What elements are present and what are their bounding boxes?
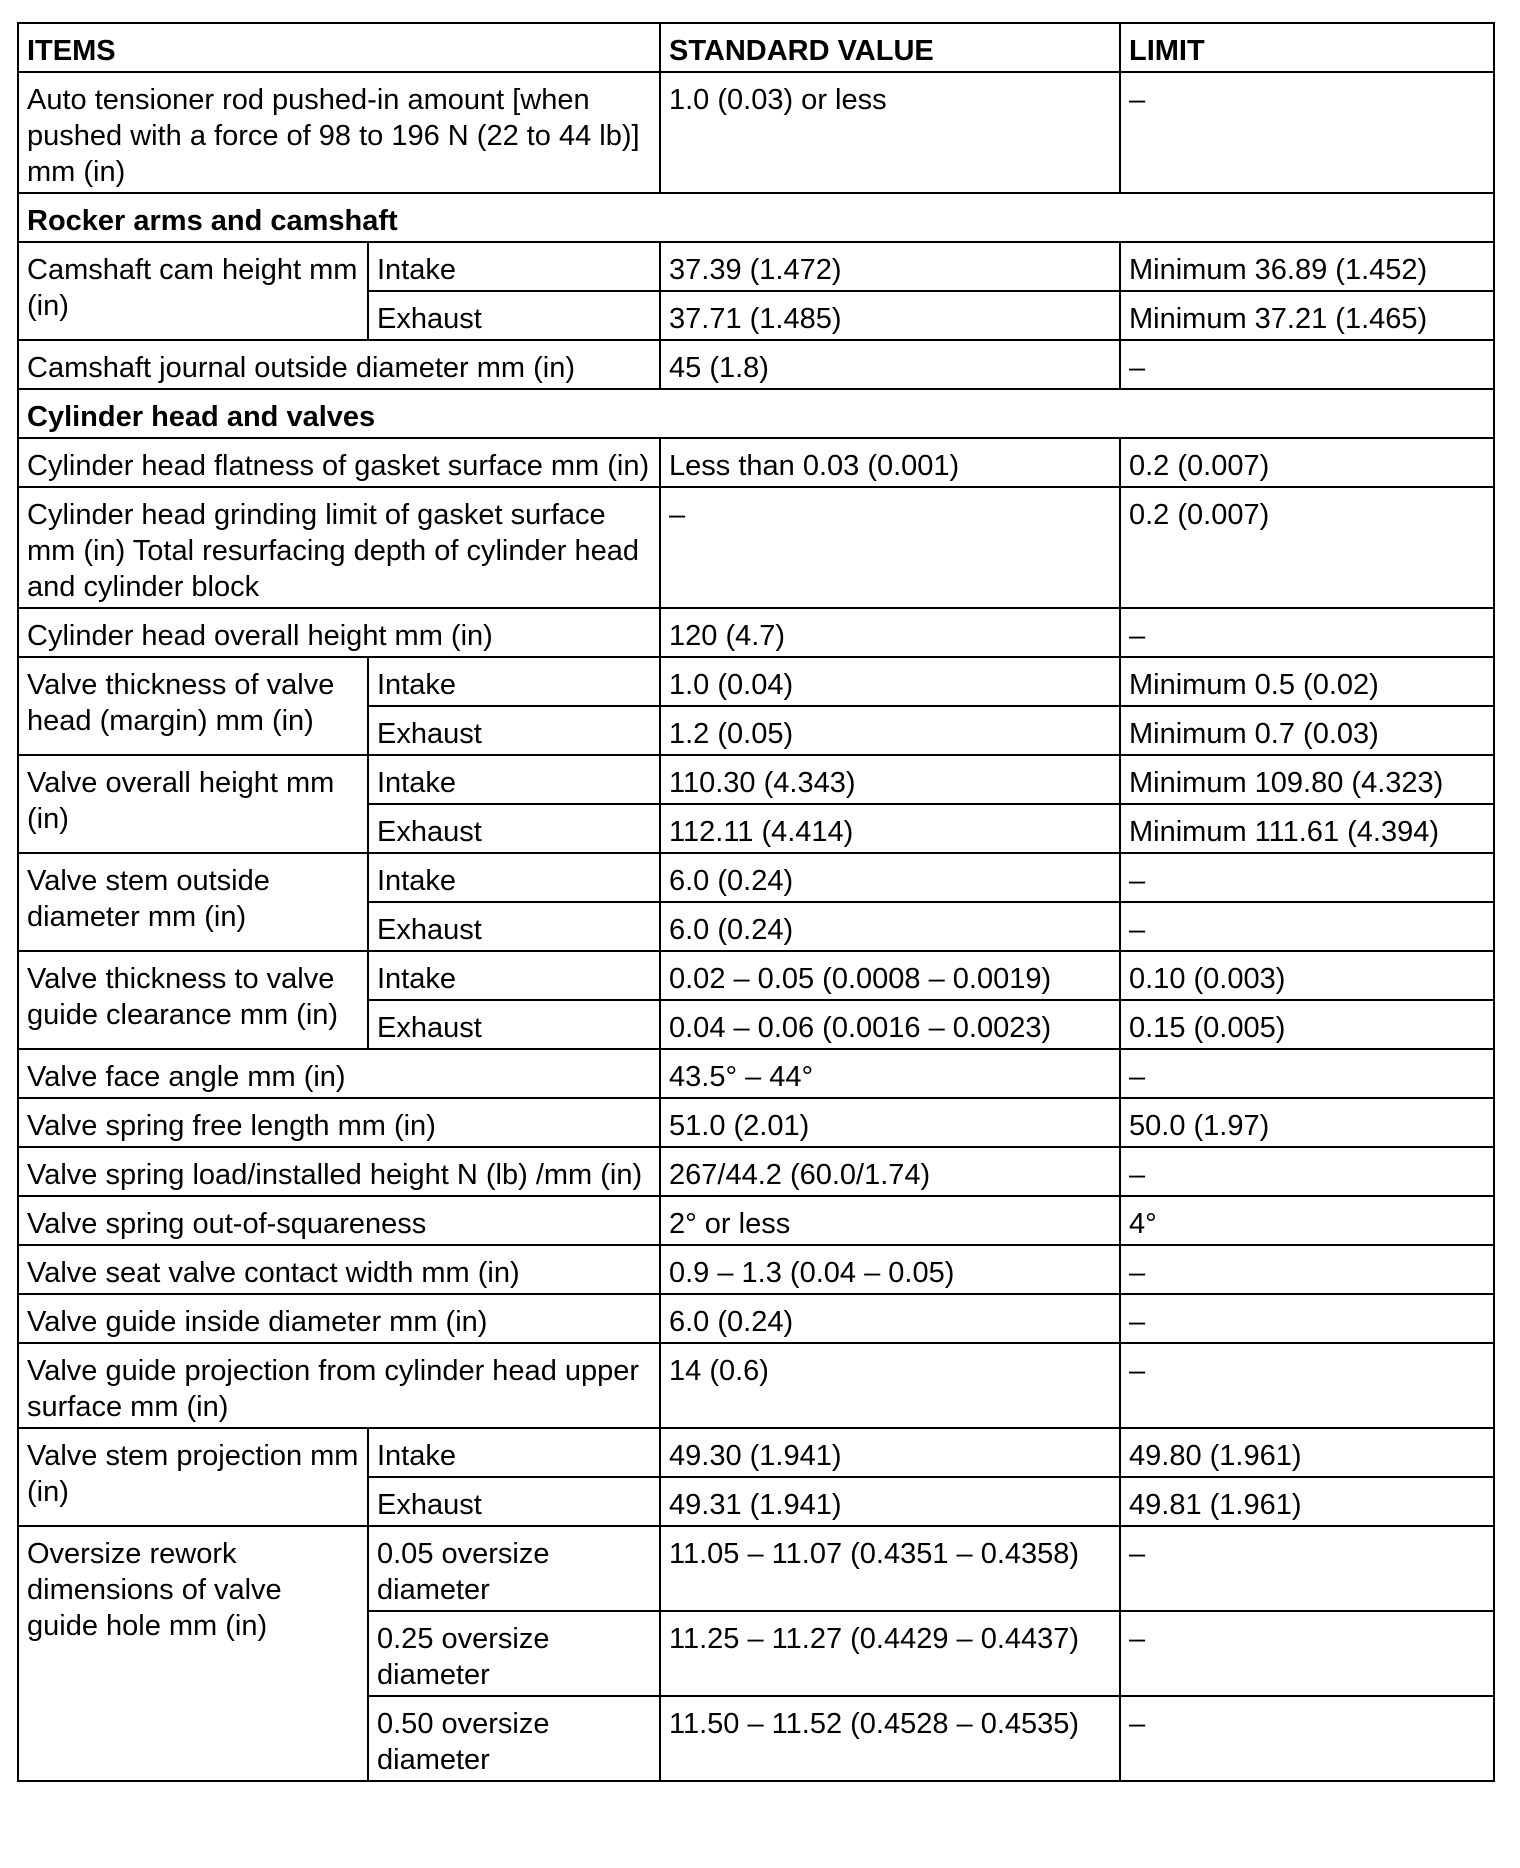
limit-cell: – [1120, 340, 1494, 389]
limit-cell: 0.2 (0.007) [1120, 487, 1494, 608]
limit-cell: 4° [1120, 1196, 1494, 1245]
standard-cell: 1.2 (0.05) [660, 706, 1120, 755]
standard-cell: 267/44.2 (60.0/1.74) [660, 1147, 1120, 1196]
standard-cell: 37.39 (1.472) [660, 242, 1120, 291]
table-row [18, 1098, 1494, 1147]
standard-cell: 112.11 (4.414) [660, 804, 1120, 853]
standard-cell: 0.9 – 1.3 (0.04 – 0.05) [660, 1245, 1120, 1294]
item-cell: Cylinder head flatness of gasket surface mm (in) [18, 438, 660, 487]
standard-cell: 11.25 – 11.27 (0.4429 – 0.4437) [660, 1611, 1120, 1696]
limit-cell: 49.80 (1.961) [1120, 1428, 1494, 1477]
limit-cell: Minimum 109.80 (4.323) [1120, 755, 1494, 804]
item-cell: Valve stem outside diameter mm (in) [18, 853, 368, 951]
standard-cell: 2° or less [660, 1196, 1120, 1245]
standard-cell: 37.71 (1.485) [660, 291, 1120, 340]
item-cell: Valve overall height mm (in) [18, 755, 368, 853]
limit-cell: 50.0 (1.97) [1120, 1098, 1494, 1147]
limit-cell: Minimum 111.61 (4.394) [1120, 804, 1494, 853]
limit-cell: – [1120, 1147, 1494, 1196]
sub-item-cell: 0.25 oversize diameter [368, 1611, 660, 1696]
spec-table [17, 22, 1495, 1782]
item-cell: Oversize rework dimensions of valve guide hole mm (in) [18, 1526, 368, 1781]
item-cell: Valve face angle mm (in) [18, 1049, 660, 1098]
table-row [18, 438, 1494, 487]
item-cell: Valve seat valve contact width mm (in) [18, 1245, 660, 1294]
item-cell: Valve thickness to valve guide clearance mm (in) [18, 951, 368, 1049]
item-cell: Valve stem projection mm (in) [18, 1428, 368, 1526]
standard-cell: – [660, 487, 1120, 608]
table-row [18, 1294, 1494, 1343]
section-row [18, 389, 1494, 438]
limit-cell: – [1120, 72, 1494, 193]
limit-cell: – [1120, 1245, 1494, 1294]
table-row [18, 1526, 1494, 1611]
sub-item-cell: Intake [368, 951, 660, 1000]
item-cell: Cylinder head grinding limit of gasket surface mm (in) Total resurfacing depth of cylinder head and cylinder block [18, 487, 660, 608]
section-title-rocker: Rocker arms and camshaft [18, 193, 1494, 242]
standard-cell: 1.0 (0.03) or less [660, 72, 1120, 193]
standard-cell: 6.0 (0.24) [660, 1294, 1120, 1343]
item-cell: Valve guide projection from cylinder head upper surface mm (in) [18, 1343, 660, 1428]
limit-cell: – [1120, 1526, 1494, 1611]
limit-cell: Minimum 0.5 (0.02) [1120, 657, 1494, 706]
table-row [18, 1245, 1494, 1294]
sub-item-cell: Intake [368, 1428, 660, 1477]
standard-cell: 49.31 (1.941) [660, 1477, 1120, 1526]
table-row [18, 755, 1494, 804]
sub-item-cell: Intake [368, 755, 660, 804]
sub-item-cell: Exhaust [368, 1477, 660, 1526]
header-standard-value: STANDARD VALUE [660, 23, 1120, 72]
standard-cell: 120 (4.7) [660, 608, 1120, 657]
header-limit: LIMIT [1120, 23, 1494, 72]
section-row [18, 193, 1494, 242]
standard-cell: 0.04 – 0.06 (0.0016 – 0.0023) [660, 1000, 1120, 1049]
table-row [18, 608, 1494, 657]
sub-item-cell: Intake [368, 242, 660, 291]
item-cell: Camshaft cam height mm (in) [18, 242, 368, 340]
table-row [18, 487, 1494, 608]
sub-item-cell: Intake [368, 853, 660, 902]
table-row [18, 340, 1494, 389]
limit-cell: Minimum 0.7 (0.03) [1120, 706, 1494, 755]
table-row [18, 1428, 1494, 1477]
standard-cell: 49.30 (1.941) [660, 1428, 1120, 1477]
limit-cell: – [1120, 902, 1494, 951]
sub-item-cell: Intake [368, 657, 660, 706]
item-cell: Auto tensioner rod pushed-in amount [when pushed with a force of 98 to 196 N (22 to 44 lb)] mm (in) [18, 72, 660, 193]
limit-cell: Minimum 36.89 (1.452) [1120, 242, 1494, 291]
limit-cell: – [1120, 1294, 1494, 1343]
limit-cell: 0.2 (0.007) [1120, 438, 1494, 487]
sub-item-cell: Exhaust [368, 804, 660, 853]
item-cell: Valve spring load/installed height N (lb) /mm (in) [18, 1147, 660, 1196]
item-cell: Valve spring free length mm (in) [18, 1098, 660, 1147]
table-row [18, 951, 1494, 1000]
sub-item-cell: 0.50 oversize diameter [368, 1696, 660, 1781]
sub-item-cell: Exhaust [368, 291, 660, 340]
header-items: ITEMS [18, 23, 660, 72]
item-cell: Cylinder head overall height mm (in) [18, 608, 660, 657]
limit-cell: – [1120, 853, 1494, 902]
item-cell: Valve guide inside diameter mm (in) [18, 1294, 660, 1343]
table-row [18, 1147, 1494, 1196]
limit-cell: 0.10 (0.003) [1120, 951, 1494, 1000]
standard-cell: 110.30 (4.343) [660, 755, 1120, 804]
limit-cell: Minimum 37.21 (1.465) [1120, 291, 1494, 340]
standard-cell: 43.5° – 44° [660, 1049, 1120, 1098]
standard-cell: 6.0 (0.24) [660, 902, 1120, 951]
standard-cell: 6.0 (0.24) [660, 853, 1120, 902]
limit-cell: – [1120, 1611, 1494, 1696]
sub-item-cell: 0.05 oversize diameter [368, 1526, 660, 1611]
item-cell: Valve spring out-of-squareness [18, 1196, 660, 1245]
table-row [18, 1049, 1494, 1098]
table-row [18, 72, 1494, 193]
table-row [18, 1343, 1494, 1428]
section-title-cylinder: Cylinder head and valves [18, 389, 1494, 438]
standard-cell: 11.50 – 11.52 (0.4528 – 0.4535) [660, 1696, 1120, 1781]
limit-cell: – [1120, 1696, 1494, 1781]
limit-cell: – [1120, 1049, 1494, 1098]
sub-item-cell: Exhaust [368, 1000, 660, 1049]
limit-cell: – [1120, 608, 1494, 657]
standard-cell: 1.0 (0.04) [660, 657, 1120, 706]
item-cell: Camshaft journal outside diameter mm (in) [18, 340, 660, 389]
limit-cell: – [1120, 1343, 1494, 1428]
standard-cell: 51.0 (2.01) [660, 1098, 1120, 1147]
standard-cell: 14 (0.6) [660, 1343, 1120, 1428]
table-row [18, 657, 1494, 706]
limit-cell: 49.81 (1.961) [1120, 1477, 1494, 1526]
table-row [18, 1196, 1494, 1245]
header-row [18, 23, 1494, 72]
sub-item-cell: Exhaust [368, 902, 660, 951]
standard-cell: 45 (1.8) [660, 340, 1120, 389]
limit-cell: 0.15 (0.005) [1120, 1000, 1494, 1049]
item-cell: Valve thickness of valve head (margin) mm (in) [18, 657, 368, 755]
standard-cell: Less than 0.03 (0.001) [660, 438, 1120, 487]
standard-cell: 11.05 – 11.07 (0.4351 – 0.4358) [660, 1526, 1120, 1611]
table-row [18, 853, 1494, 902]
standard-cell: 0.02 – 0.05 (0.0008 – 0.0019) [660, 951, 1120, 1000]
table-row [18, 242, 1494, 291]
sub-item-cell: Exhaust [368, 706, 660, 755]
